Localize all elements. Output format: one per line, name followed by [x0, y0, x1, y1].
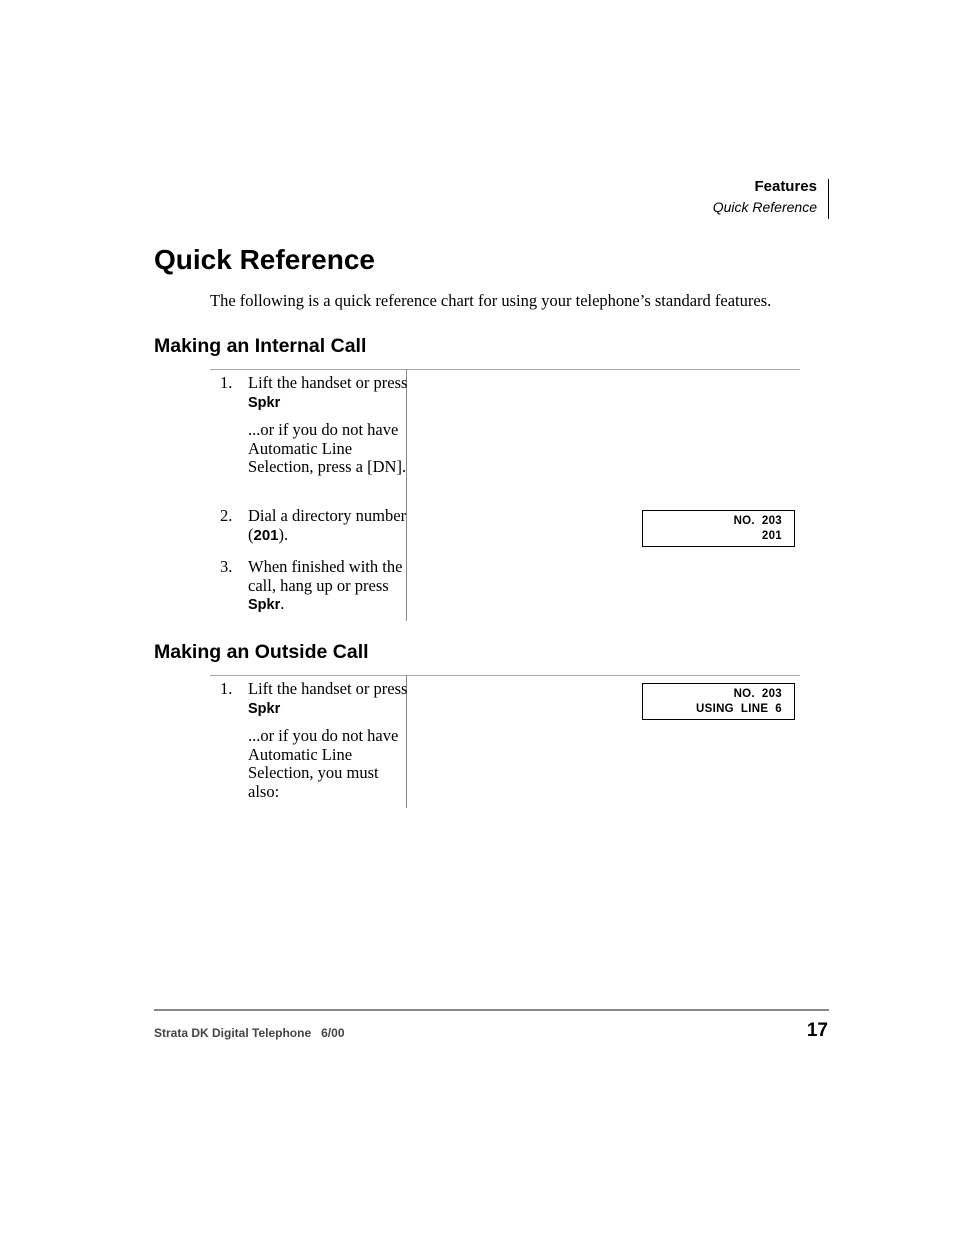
- outside-step-1-note: ...or if you do not have Automatic Line Selection, you must also:: [248, 726, 399, 801]
- running-header-rule: [828, 179, 829, 219]
- lcd-line-1: NO. 203: [733, 688, 782, 700]
- section-rule-outside-call: [210, 675, 800, 676]
- intro-paragraph: The following is a quick reference chart for using your telephone’s standard features.: [210, 291, 772, 310]
- spkr-key-label: Spkr: [248, 394, 281, 411]
- spkr-key-label: Spkr: [248, 597, 281, 613]
- step-number: 3.: [220, 557, 233, 576]
- lcd-line-2: 201: [761, 530, 782, 542]
- step-number: 2.: [220, 506, 233, 525]
- section-heading-internal-call: Making an Internal Call: [154, 335, 367, 357]
- running-header-section: Quick Reference: [712, 199, 817, 215]
- page-number: 17: [806, 1020, 828, 1041]
- lcd-line-2: USING LINE 6: [696, 703, 782, 715]
- internal-step-1-note: ...or if you do not have Automatic Line Selection, press a [DN].: [248, 420, 407, 476]
- section-heading-outside-call: Making an Outside Call: [154, 641, 369, 663]
- spkr-key-label: Spkr: [248, 700, 281, 717]
- footer-publication: Strata DK Digital Telephone 6/00: [154, 1026, 345, 1040]
- footer-rule: [154, 1009, 829, 1011]
- lcd-display-internal-call: [642, 510, 795, 547]
- lcd-line-1: NO. 203: [733, 515, 782, 527]
- running-header: [713, 177, 817, 218]
- lcd-display-outside-call: [642, 683, 795, 720]
- page-title: Quick Reference: [154, 244, 375, 275]
- running-header-chapter: Features: [754, 178, 817, 195]
- step-text: Lift the handset or press Spkr: [248, 679, 408, 717]
- step-text: Lift the handset or press Spkr: [248, 373, 408, 411]
- step-number: 1.: [220, 679, 233, 698]
- section-rule-internal-call: [210, 369, 800, 370]
- step-text: When finished with the call, hang up or press Spkr.: [248, 557, 403, 613]
- step-text: Dial a directory number (201).: [248, 506, 407, 544]
- directory-number: 201: [253, 526, 279, 544]
- step-number: 1.: [220, 373, 233, 392]
